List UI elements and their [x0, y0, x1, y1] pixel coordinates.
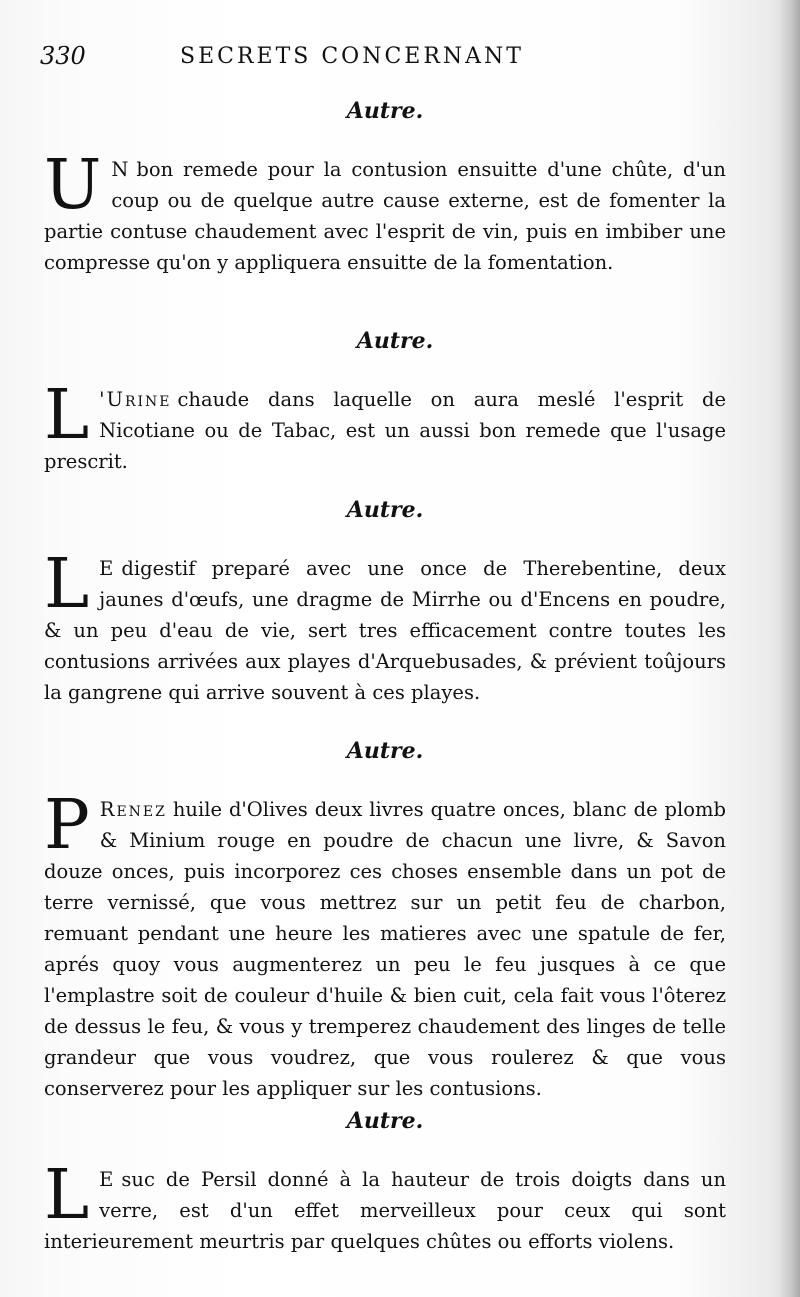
section-heading: Autre. — [346, 497, 424, 523]
running-title: SECRETS CONCERNANT — [180, 44, 524, 69]
recipe-section — [44, 497, 726, 708]
recipe-paragraph — [44, 1156, 726, 1257]
page-number: 330 — [40, 42, 86, 70]
recipe-section — [44, 738, 726, 1104]
lead-word: E — [99, 1168, 116, 1191]
recipe-section — [44, 98, 726, 278]
section-heading: Autre. — [346, 738, 424, 764]
recipe-text: bon remede pour la contusion ensuitte d'une chûte, d'un coup ou de quelque autre cause externe, est de fomenter la partie contuse chaudement avec l'esprit de vin, puis en imbiber une compresse qu'on y appliquera ensuitte de la fomentation. — [44, 158, 726, 274]
recipe-text: suc de Persil donné à la hauteur de trois doigts dans un verre, est d'un effet merveilleux pour ceux qui sont interieurement meurtris par quelques chûtes ou efforts violens. — [44, 1168, 726, 1253]
recipe-paragraph — [44, 146, 726, 278]
drop-cap: U — [44, 146, 102, 225]
lead-word: E — [99, 557, 116, 580]
section-heading: Autre. — [356, 328, 434, 354]
lead-word: 'Urine — [99, 388, 172, 411]
recipe-section — [44, 1108, 726, 1257]
drop-cap: P — [44, 786, 90, 865]
lead-word: Renez — [99, 798, 167, 821]
drop-cap: L — [44, 376, 90, 455]
recipe-text: digestif preparé avec une once de Therebentine, deux jaunes d'œufs, une dragme de Mirrhe ou d'Encens en poudre, & un peu d'eau de vie, sert tres efficacement contre toutes les contusions arrivées aux playes d'Arquebusades, & prévient toûjours la gangrene qui arrive souvent à ces playes. — [44, 557, 726, 704]
recipe-section — [44, 328, 726, 477]
section-heading: Autre. — [346, 98, 424, 124]
recipe-text: huile d'Olives deux livres quatre onces, blanc de plomb & Minium rouge en poudre de chacun une livre, & Savon douze onces, puis incorporez ces choses ensemble dans un pot de terre vernissé, que vous mettrez sur un petit feu de charbon, remuant pendant une heure les matieres avec une spatule de fer, aprés quoy vous augmenterez un peu le feu jusques à ce que l'emplastre soit de couleur d'huile & bien cuit, cela fait vous l'ôterez de dessus le feu, & vous y tremperez chaudement des linges de telle grandeur que vous voudrez, que vous roulerez & que vous conserverez pour les appliquer sur les contusions. — [44, 798, 726, 1100]
running-head — [0, 42, 800, 82]
recipe-paragraph — [44, 545, 726, 708]
page-edge-shadow — [778, 0, 800, 1297]
section-heading: Autre. — [346, 1108, 424, 1134]
drop-cap: L — [44, 1156, 90, 1235]
recipe-paragraph — [44, 376, 726, 477]
lead-word: N — [111, 158, 131, 181]
recipe-paragraph — [44, 786, 726, 1104]
drop-cap: L — [44, 545, 90, 624]
recipe-text: chaude dans laquelle on aura meslé l'esprit de Nicotiane ou de Tabac, est un aussi bon remede que l'usage prescrit. — [44, 388, 726, 473]
